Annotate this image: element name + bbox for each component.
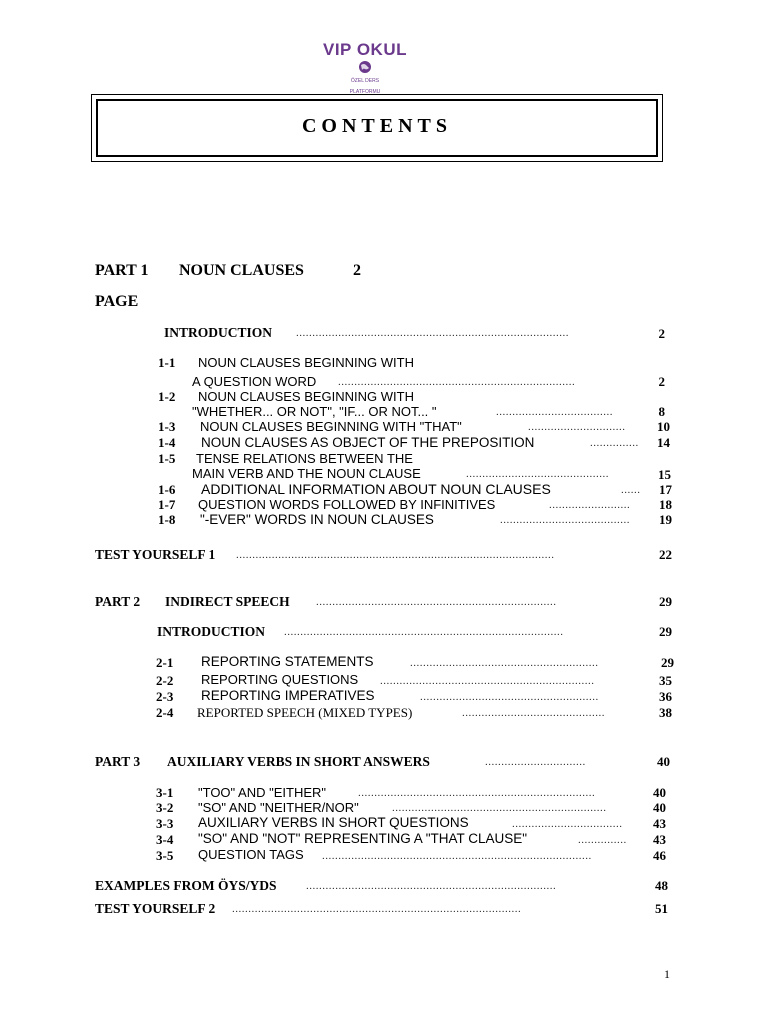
item-title: "TOO" AND "EITHER" — [198, 785, 327, 800]
item-title-cont: A QUESTION WORD — [192, 374, 317, 389]
item-number: 1-6 — [158, 482, 176, 497]
item-page: 43 — [653, 832, 666, 847]
item-title-cont: "WHETHER... OR NOT", "IF... OR NOT... " — [192, 404, 437, 419]
item-page: 40 — [653, 800, 666, 815]
part2-intro-label: INTRODUCTION — [157, 624, 266, 639]
item-page: 46 — [653, 848, 666, 863]
item-number: 2-4 — [156, 705, 174, 720]
item-page: 15 — [658, 467, 671, 482]
test2-label: TEST YOURSELF 2 — [95, 901, 216, 916]
item-title: "SO" AND "NEITHER/NOR" — [198, 800, 359, 815]
item-page: 17 — [659, 482, 672, 497]
dot-leader: .................................................................................................. — [236, 549, 555, 561]
dot-leader: .............................. — [528, 421, 626, 433]
item-title: REPORTING QUESTIONS — [201, 672, 359, 687]
item-title: NOUN CLAUSES BEGINNING WITH — [198, 389, 414, 404]
item-page: 19 — [659, 512, 672, 527]
part3-page: 40 — [657, 754, 670, 769]
part2-page: 29 — [659, 594, 672, 609]
item-page: 29 — [661, 655, 674, 670]
part2-name: INDIRECT SPEECH — [165, 594, 290, 609]
item-number: 3-4 — [156, 832, 174, 847]
globe-icon — [358, 60, 372, 74]
logo-subtitle-2: PLATFORMU — [349, 89, 381, 95]
dot-leader: ......................................................................... — [358, 787, 596, 799]
dot-leader: .................................................................. — [392, 802, 607, 814]
dot-leader: ............................................ — [466, 468, 609, 480]
item-title: NOUN CLAUSES BEGINNING WITH — [198, 355, 414, 370]
item-number: 3-3 — [156, 816, 174, 831]
item-page: 35 — [659, 673, 672, 688]
dot-leader: ............... — [578, 834, 627, 846]
item-page: 18 — [659, 497, 672, 512]
dot-leader: ......................................................................... — [338, 376, 576, 388]
test1-label: TEST YOURSELF 1 — [95, 547, 216, 562]
part1-intro-label: INTRODUCTION — [164, 325, 273, 340]
item-page: 14 — [657, 435, 670, 450]
item-page: 40 — [653, 785, 666, 800]
test1-page: 22 — [659, 547, 672, 562]
item-title: QUESTION WORDS FOLLOWED BY INFINITIVES — [198, 497, 496, 512]
dot-leader: .................................................................................... — [296, 327, 569, 339]
item-title: REPORTING IMPERATIVES — [201, 688, 375, 703]
part3-name: AUXILIARY VERBS IN SHORT ANSWERS — [167, 754, 430, 769]
item-title: TENSE RELATIONS BETWEEN THE — [196, 451, 413, 466]
item-page: 2 — [658, 374, 665, 389]
item-title: "SO" AND "NOT" REPRESENTING A "THAT CLAUSE" — [198, 831, 528, 846]
page-column-label: PAGE — [95, 293, 139, 310]
item-page: 38 — [659, 705, 672, 720]
dot-leader: .................................................................. — [380, 675, 595, 687]
item-number: 1-1 — [158, 355, 176, 370]
item-number: 2-1 — [156, 655, 174, 670]
item-title: ADDITIONAL INFORMATION ABOUT NOUN CLAUSES — [201, 481, 551, 497]
item-title: REPORTED SPEECH (MIXED TYPES) — [197, 705, 413, 720]
item-number: 2-2 — [156, 673, 174, 688]
item-title: NOUN CLAUSES AS OBJECT OF THE PREPOSITION — [201, 435, 535, 450]
item-number: 1-2 — [158, 389, 176, 404]
part1-name: NOUN CLAUSES — [179, 262, 304, 279]
examples-label: EXAMPLES FROM ÖYS/YDS — [95, 878, 277, 893]
item-title: QUESTION TAGS — [198, 847, 304, 862]
item-number: 1-3 — [158, 419, 176, 434]
part1-label: PART 1 — [95, 262, 149, 279]
dot-leader: ............................... — [485, 756, 586, 768]
dot-leader: ......................................................................................... — [232, 903, 522, 915]
part2-label: PART 2 — [95, 594, 141, 609]
part2-intro-page: 29 — [659, 624, 672, 639]
item-number: 2-3 — [156, 689, 174, 704]
item-number: 1-5 — [158, 451, 176, 466]
dot-leader: ......................... — [549, 499, 631, 511]
part1-intro-page: 2 — [658, 326, 665, 341]
dot-leader: ................................................................................... — [322, 850, 592, 862]
dot-leader: .................................. — [512, 818, 623, 830]
item-page: 10 — [657, 419, 670, 434]
part3-label: PART 3 — [95, 754, 141, 769]
dot-leader: ............... — [590, 437, 639, 449]
dot-leader: .......................................................................... — [316, 596, 557, 608]
item-number: 3-5 — [156, 848, 174, 863]
item-page: 36 — [659, 689, 672, 704]
logo-subtitle-1: ÖZEL DERS — [350, 78, 380, 84]
dot-leader: ............................................................................. — [306, 880, 557, 892]
dot-leader: .......................................................... — [410, 657, 599, 669]
dot-leader: ...................................................................................... — [284, 626, 564, 638]
item-number: 1-4 — [158, 435, 176, 450]
dot-leader: ....................................................... — [420, 691, 599, 703]
item-number: 1-7 — [158, 497, 176, 512]
test2-page: 51 — [655, 901, 668, 916]
page-title: CONTENTS — [301, 115, 453, 137]
dot-leader: ...... — [621, 484, 641, 496]
part1-page: 2 — [353, 262, 361, 279]
title-box — [91, 94, 663, 162]
logo — [300, 40, 430, 96]
item-title: AUXILIARY VERBS IN SHORT QUESTIONS — [198, 815, 469, 830]
dot-leader: ............................................ — [462, 707, 605, 719]
item-title-cont: MAIN VERB AND THE NOUN CLAUSE — [192, 466, 421, 481]
item-title: NOUN CLAUSES BEGINNING WITH "THAT" — [200, 419, 462, 434]
dot-leader: .................................... — [496, 406, 613, 418]
item-number: 1-8 — [158, 512, 176, 527]
logo-name: VIP OKUL — [323, 40, 407, 59]
examples-page: 48 — [655, 878, 668, 893]
item-page: 8 — [658, 404, 665, 419]
item-title: "-EVER" WORDS IN NOUN CLAUSES — [200, 512, 434, 527]
item-number: 3-2 — [156, 800, 174, 815]
item-page: 43 — [653, 816, 666, 831]
item-number: 3-1 — [156, 785, 174, 800]
item-title: REPORTING STATEMENTS — [201, 654, 374, 669]
page-number: 1 — [664, 967, 670, 981]
dot-leader: ........................................ — [500, 514, 630, 526]
